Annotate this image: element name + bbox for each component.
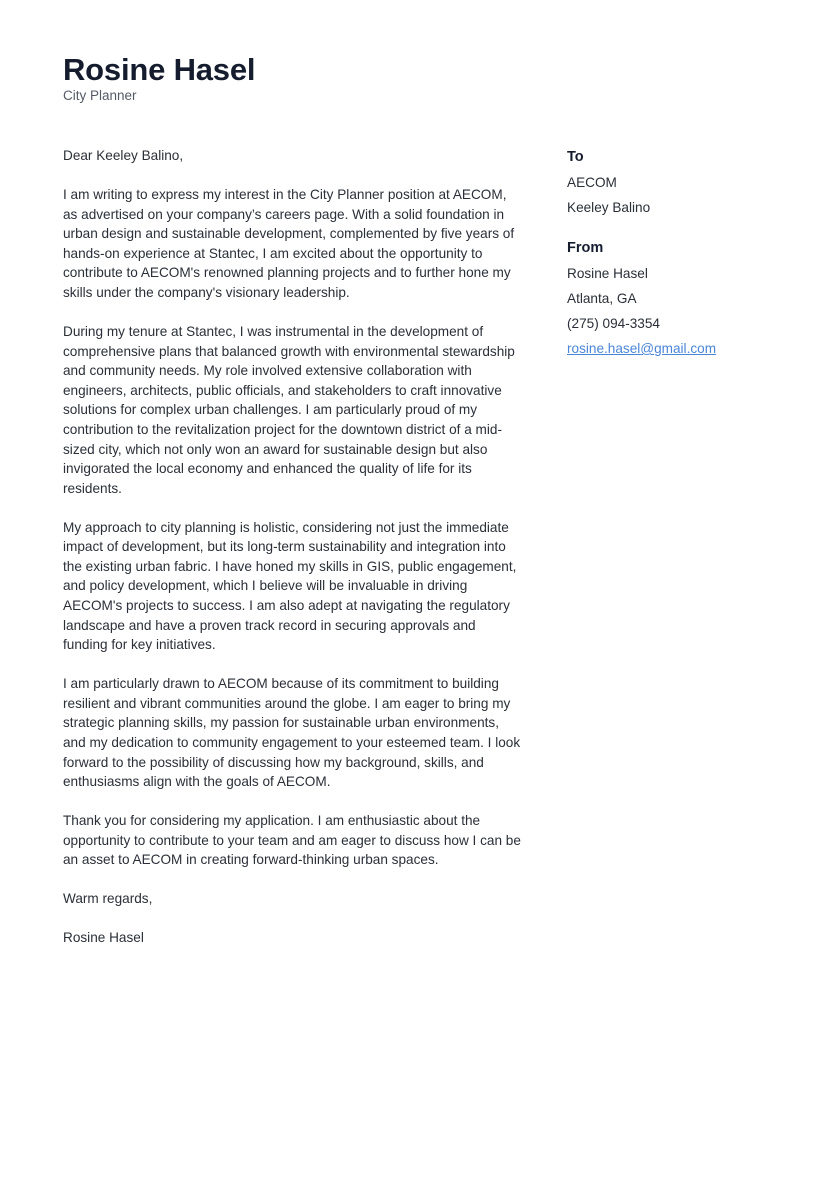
letter-body bbox=[63, 146, 523, 967]
signature: Rosine Hasel bbox=[63, 930, 144, 946]
paragraph-3: My approach to city planning is holistic, considering not just the immediate impact of development, but its long-term sustainability and integration into the existing urban fabric. I have honed my skills in GIS, public engagement, and policy development, which I believe will be invaluable in driving AECOM's projects to success. I am also adept at navigating the regulatory landscape and have a proven track record in securing approvals and funding for key initiatives. bbox=[63, 519, 517, 653]
from-heading: From bbox=[567, 240, 604, 256]
from-block bbox=[567, 261, 787, 361]
sender-job-title: City Planner bbox=[63, 88, 137, 103]
recipient-company: AECOM bbox=[567, 175, 617, 190]
closing: Warm regards, bbox=[63, 891, 153, 907]
salutation: Dear Keeley Balino, bbox=[63, 148, 184, 163]
paragraph-2: During my tenure at Stantec, I was instrumental in the development of comprehensive plans that balanced growth with environmental stewardship and community needs. My role involved extensive collaboration with engineers, architects, public officials, and stakeholders to craft innovative solutions for complex urban challenges. I am particularly proud of my contribution to the revitalization project for the downtown district of a mid-sized city, which not only won an award for sustainable design but also invigorated the local economy and enhanced the quality of life for its residents. bbox=[63, 323, 515, 496]
to-heading: To bbox=[567, 149, 584, 165]
address-sidebar bbox=[567, 146, 787, 361]
letter-header bbox=[63, 52, 255, 105]
recipient-name: Keeley Balino bbox=[567, 200, 651, 215]
sender-email-link[interactable]: rosine.hasel@gmail.com bbox=[567, 341, 717, 356]
paragraph-1: I am writing to express my interest in the City Planner position at AECOM, as advertised on your company’s careers page. With a solid foundation in urban design and sustainable development, complemented by five years of hands-on experience at Stantec, I am excited about the opportunity to contribute to AECOM's renowned planning projects and to further hone my skills under the company's visionary leadership. bbox=[63, 186, 515, 300]
paragraph-4: I am particularly drawn to AECOM because of its commitment to building resilient and vibrant communities around the globe. I am eager to bring my strategic planning skills, my passion for sustainable urban environments, and my dedication to community engagement to your esteemed team. I look forward to the possibility of discussing how my background, skills, and enthusiasms align with the goals of AECOM. bbox=[63, 676, 521, 790]
sender-name-sidebar: Rosine Hasel bbox=[567, 266, 648, 281]
sender-phone: (275) 094-3354 bbox=[567, 316, 660, 331]
sender-name: Rosine Hasel bbox=[63, 52, 256, 87]
paragraph-5: Thank you for considering my application. I am enthusiastic about the opportunity to contribute to your team and am eager to discuss how I can be an asset to AECOM in creating forward-thinking urban spaces. bbox=[63, 813, 521, 868]
sender-location: Atlanta, GA bbox=[567, 291, 637, 306]
to-block bbox=[567, 170, 787, 220]
